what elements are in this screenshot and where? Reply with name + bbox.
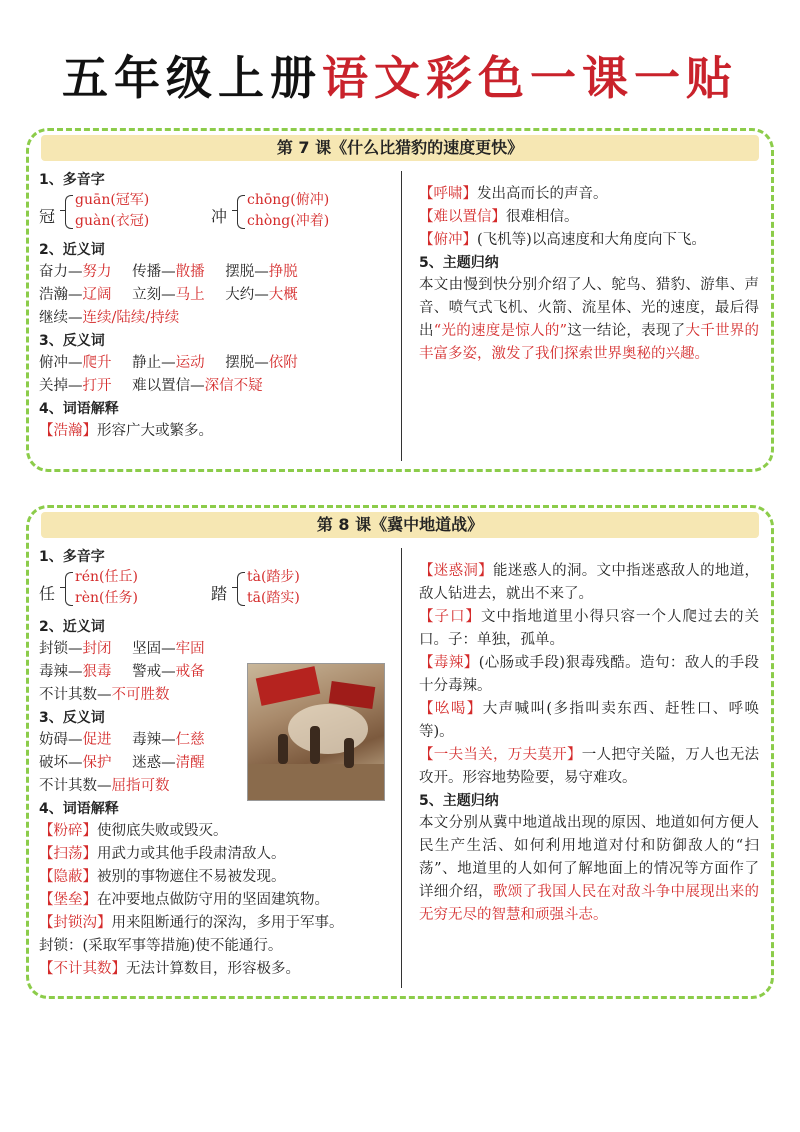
section-explanations: 4、词语解释: [39, 801, 119, 817]
word-row: [39, 261, 394, 284]
word: 关掉—: [39, 378, 83, 394]
word: 大约—: [225, 287, 269, 303]
explanation-item: [419, 560, 759, 606]
pinyin: guān(冠军): [75, 192, 150, 208]
word: 浩瀚—: [39, 287, 83, 303]
term-tag: 【堡垒】: [39, 892, 97, 908]
lesson7-right-column: [419, 183, 759, 366]
word-row: [39, 307, 394, 330]
section-summary: 5、主题归纳: [419, 793, 499, 809]
lesson8-right-column: [419, 560, 759, 927]
lesson7-left-column: [39, 169, 394, 443]
section-antonyms: 3、反义词: [39, 710, 105, 726]
pinyin: rèn(任务): [75, 590, 138, 606]
summary-paragraph: [419, 274, 759, 366]
section-synonyms: 2、近义词: [39, 619, 105, 635]
term-definition: (心肠或手段)狠毒残酷。造句：敌人的手段十分毒辣。: [419, 655, 760, 694]
term-definition: 封锁：(采取军事等措施)使不能通行。: [39, 938, 283, 954]
word-answer: 依附: [268, 355, 298, 371]
polyphonic-char: 冲: [211, 207, 228, 226]
summary-paragraph: [419, 812, 759, 927]
word-answer: 挣脱: [268, 264, 298, 280]
explanation-item: [39, 843, 394, 866]
word-answer: 促进: [82, 732, 112, 748]
word-answer: 深信不疑: [204, 378, 263, 394]
explanation-item: [419, 606, 759, 652]
word-answer: 清醒: [175, 755, 205, 771]
term-tag: 【迷惑洞】: [419, 563, 493, 579]
term-tag: 【俯冲】: [419, 232, 477, 248]
term-definition: 发出高而长的声音。: [477, 186, 608, 202]
pinyin: tā(踏实): [247, 590, 300, 606]
polyphonic-block: [39, 568, 394, 616]
polyphonic-block: [39, 191, 394, 239]
term-definition: 能迷惑人的洞。文中指迷惑敌人的地道，敌人钻进去，就出不来了。: [419, 563, 760, 602]
word: 毒辣—: [39, 664, 83, 680]
word: 静止—: [132, 355, 176, 371]
term-definition: 被别的事物遮住不易被发现。: [97, 869, 286, 885]
word: 立刻—: [132, 287, 176, 303]
lesson8-card: [26, 505, 774, 999]
smoke-shape: [288, 704, 368, 754]
soldier-figure: [310, 726, 320, 764]
word: 不计其数—: [39, 687, 112, 703]
polyphonic-char: 踏: [211, 584, 228, 603]
word-answer: 屈指可数: [111, 778, 170, 794]
word-answer: 运动: [175, 355, 205, 371]
term-tag: 【吆喝】: [419, 701, 483, 717]
explanation-item: [419, 229, 759, 252]
word-answer: 仁慈: [175, 732, 205, 748]
word-answer: 散播: [175, 264, 205, 280]
explanation-item: [419, 698, 759, 744]
word-answer: 马上: [175, 287, 205, 303]
explanation-item: [39, 420, 394, 443]
word: 继续—: [39, 310, 83, 326]
explanation-item: [39, 889, 394, 912]
battle-illustration: [247, 663, 385, 801]
word: 俯冲—: [39, 355, 83, 371]
brace-icon: [237, 195, 245, 229]
term-tag: 【毒辣】: [419, 655, 479, 671]
term-tag: 【封锁沟】: [39, 915, 112, 931]
word: 摆脱—: [225, 264, 269, 280]
term-definition: 在冲要地点做防守用的坚固建筑物。: [97, 892, 329, 908]
word: 封锁—: [39, 641, 83, 657]
term-definition: (飞机等)以高速度和大角度向下飞。: [477, 232, 706, 248]
section-polyphonic: 1、多音字: [39, 549, 105, 565]
soldier-figure: [344, 738, 354, 768]
term-definition: 很难相信。: [506, 209, 579, 225]
polyphonic-char: 任: [39, 584, 56, 603]
section-explanations: 4、词语解释: [39, 401, 119, 417]
section-polyphonic: 1、多音字: [39, 172, 105, 188]
section-synonyms: 2、近义词: [39, 242, 105, 258]
term-definition: 使彻底失败或毁灭。: [97, 823, 228, 839]
polyphonic-char: 冠: [39, 207, 56, 226]
summary-highlight: 大千世界的丰富多姿，激发了我们探索世界奥秘的兴趣。: [419, 323, 760, 362]
term-tag: 【扫荡】: [39, 846, 97, 862]
summary-text: 本文分别从冀中地道战出现的原因、地道如何方便人民生产生活、如何利用地道对付和防御敌人的“扫荡”、地道里的人如何了解地面上的情况等方面作了详细介绍，: [419, 815, 759, 900]
word: 破坏—: [39, 755, 83, 771]
lesson7-card: [26, 128, 774, 472]
word: 奋力—: [39, 264, 83, 280]
word-answer: 牢固: [175, 641, 205, 657]
pinyin: chōng(俯冲): [247, 192, 330, 208]
term-definition: 无法计算数目，形容极多。: [126, 961, 300, 977]
word-answer: 戒备: [175, 664, 205, 680]
explanation-item: [39, 912, 394, 935]
term-tag: 【隐蔽】: [39, 869, 97, 885]
soldier-figure: [278, 734, 288, 764]
explanation-item: [39, 958, 394, 981]
term-tag: 【不计其数】: [39, 961, 126, 977]
flag-icon: [256, 666, 321, 706]
word: 难以置信—: [132, 378, 205, 394]
word-answer: 不可胜数: [111, 687, 170, 703]
word-answer: 保护: [82, 755, 112, 771]
page-title: [0, 48, 800, 108]
word-row: [39, 352, 394, 375]
word: 传播—: [132, 264, 176, 280]
word: 坚固—: [132, 641, 176, 657]
word: 摆脱—: [225, 355, 269, 371]
word: 不计其数—: [39, 778, 112, 794]
term-tag: 【浩瀚】: [39, 423, 97, 439]
brace-icon: [237, 572, 245, 606]
word-answer: 封闭: [82, 641, 112, 657]
explanation-item: [419, 652, 759, 698]
term-definition: 形容广大或繁多。: [97, 423, 213, 439]
word: 迷惑—: [132, 755, 176, 771]
brace-icon: [65, 195, 73, 229]
term-tag: 【难以置信】: [419, 209, 506, 225]
summary-text: 这一结论，表现了: [567, 323, 686, 339]
column-divider: [401, 171, 402, 461]
section-antonyms: 3、反义词: [39, 333, 105, 349]
word-row: [39, 638, 394, 661]
summary-highlight: 歌颂了我国人民在对敌斗争中展现出来的无穷无尽的智慧和顽强斗志。: [419, 884, 760, 923]
explanation-item: [419, 744, 759, 790]
term-tag: 【粉碎】: [39, 823, 97, 839]
explanation-item: [39, 866, 394, 889]
term-tag: 【一夫当关，万夫莫开】: [419, 747, 582, 763]
term-definition: 文中指地道里小得只容一个人爬过去的关口。子：单独，孤单。: [419, 609, 759, 648]
title-part1: 五年级上册: [62, 51, 322, 105]
explanation-item: [39, 820, 394, 843]
lesson8-banner: 第 8 课《冀中地道战》: [41, 512, 759, 538]
word-answer: 连续/陆续/持续: [82, 310, 180, 326]
brace-icon: [65, 572, 73, 606]
word-answer: 爬升: [82, 355, 112, 371]
explanation-item: [419, 183, 759, 206]
summary-highlight: “光的速度是惊人的”: [433, 323, 568, 339]
term-definition: 大声喊叫(多指叫卖东西、赶牲口、呼唤等)。: [419, 701, 760, 740]
pinyin: chòng(冲着): [247, 213, 330, 229]
lesson7-banner: 第 7 课《什么比猎豹的速度更快》: [41, 135, 759, 161]
word: 妨碍—: [39, 732, 83, 748]
explanation-item: [39, 935, 394, 958]
word-answer: 大概: [268, 287, 298, 303]
word-row: [39, 284, 394, 307]
term-definition: 用来阻断通行的深沟，多用于军事。: [111, 915, 344, 931]
summary-text: 本文由慢到快分别介绍了人、鸵鸟、猎豹、游隼、声音、喷气式飞机、火箭、流星体、光的速度，最后得出: [419, 277, 759, 339]
pinyin: rén(任丘): [75, 569, 138, 585]
term-definition: 用武力或其他手段肃清敌人。: [97, 846, 286, 862]
word-answer: 辽阔: [82, 287, 112, 303]
word: 毒辣—: [132, 732, 176, 748]
word-answer: 努力: [82, 264, 112, 280]
ground-shape: [248, 764, 384, 800]
title-part2: 语文彩色一课一贴: [322, 51, 738, 105]
pinyin: tà(踏步): [247, 569, 300, 585]
word-answer: 狠毒: [82, 664, 112, 680]
explanation-item: [419, 206, 759, 229]
section-summary: 5、主题归纳: [419, 255, 499, 271]
term-definition: 一人把守关隘，万人也无法攻开。形容地势险要，易守难攻。: [419, 747, 759, 786]
word-row: [39, 375, 394, 398]
term-tag: 【子口】: [419, 609, 481, 625]
word: 警戒—: [132, 664, 176, 680]
term-tag: 【呼啸】: [419, 186, 477, 202]
column-divider: [401, 548, 402, 988]
pinyin: guàn(衣冠): [75, 213, 150, 229]
word-answer: 打开: [82, 378, 112, 394]
